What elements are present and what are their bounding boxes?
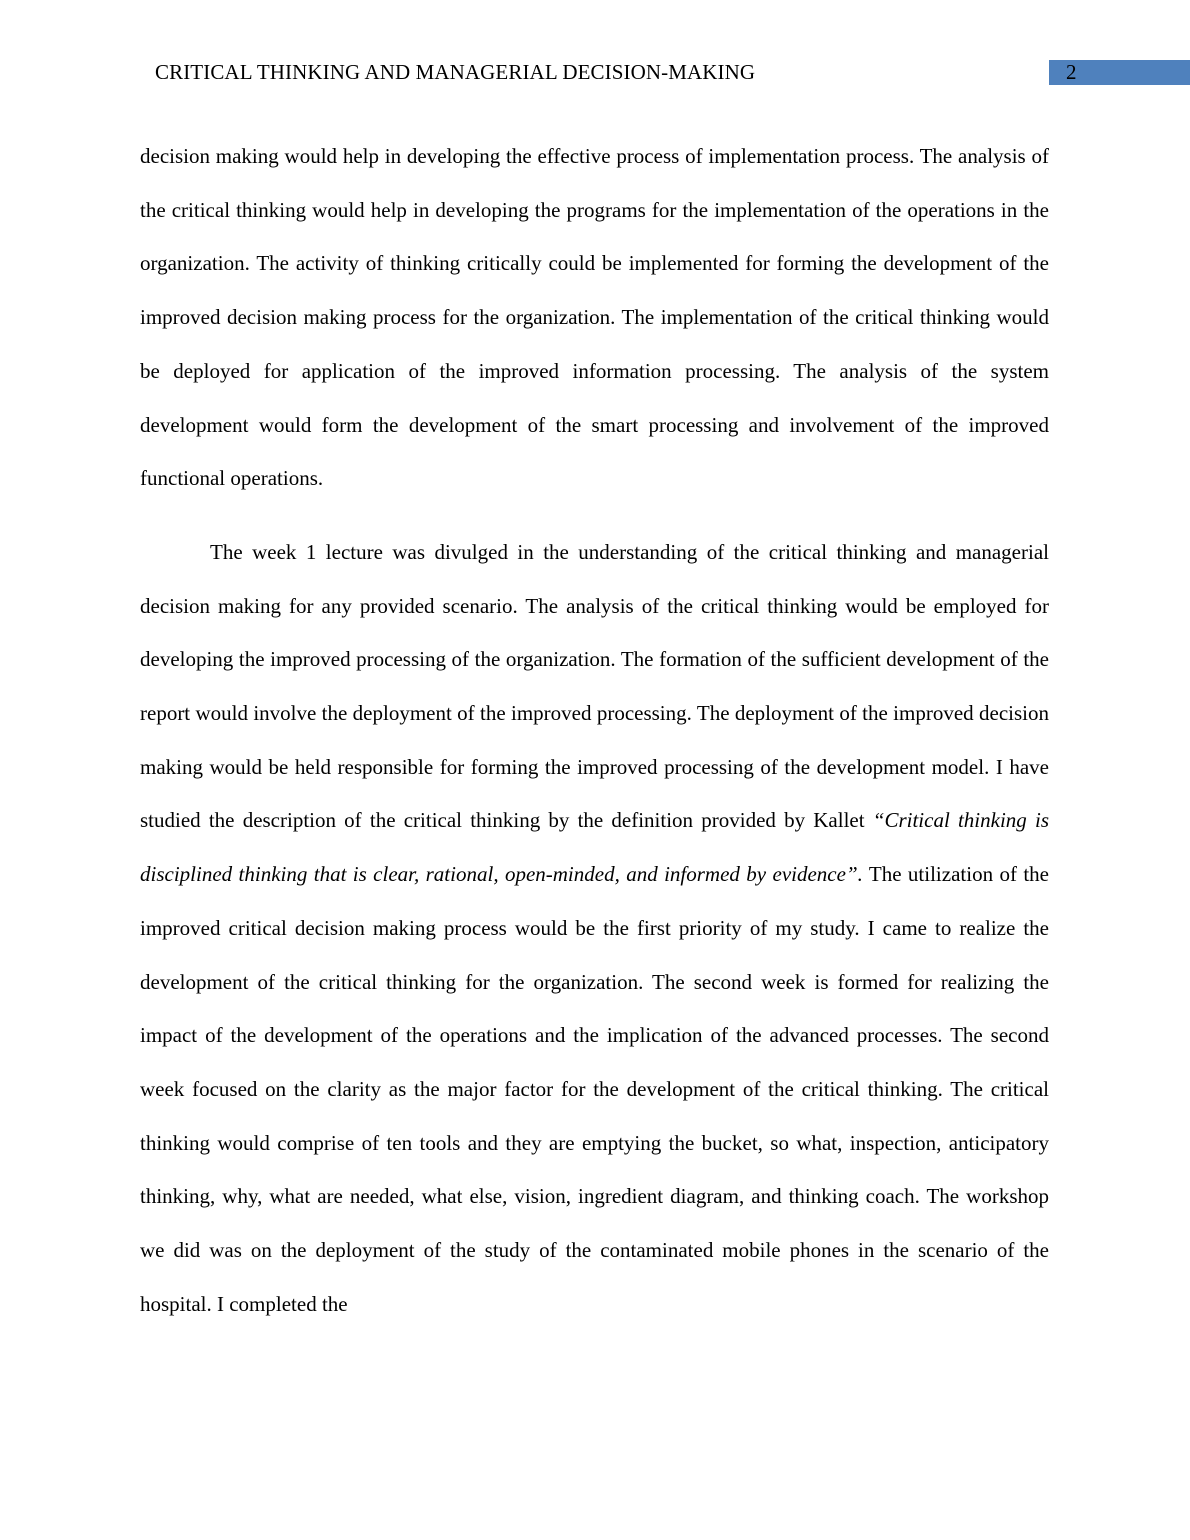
paragraph: decision making would help in developing the effective process of implementation process. The analysis of the critical thinking would help in developing the programs for the implementation of the operations in the organization. The activity of thinking critically could be implemented for forming the development of the improved decision making process for the organization. The implementation of the critical thinking would be deployed for application of the improved information processing. The analysis of the system development would form the development of the smart processing and involvement of the improved functional operations. [140,144,1049,491]
page-number-bar [1049,60,1190,85]
paragraph-text: The utilization of the improved critical decision making process would be the first priority of my study. I came to realize the development of the critical thinking for the organization. The second week is formed for realizing the impact of the development of the operations and the implication of the advanced processes. The second week focused on the clarity as the major factor for the development of the critical thinking. The critical thinking would comprise of ten tools and they are emptying the bucket, so what, inspection, anticipatory thinking, why, what are needed, what else, vision, ingredient diagram, and thinking coach. The workshop we did was on the deployment of the study of the contaminated mobile phones in the scenario of the hospital. I completed the [140,862,1049,1316]
paragraph [140,526,1049,1332]
page-number: 2 [1066,60,1077,84]
page-header [0,58,1190,86]
document-body [140,130,1049,1331]
paragraph-text: The week 1 lecture was divulged in the understanding of the critical thinking and managerial decision making for any provided scenario. The analysis of the critical thinking would be employed for developing the improved processing of the organization. The formation of the sufficient development of the report would involve the deployment of the improved processing. The deployment of the improved decision making would be held responsible for forming the improved processing of the development model. I have studied the description of the critical thinking by the definition provided by Kallet [140,539,1049,833]
running-head: CRITICAL THINKING AND MANAGERIAL DECISION-MAKING [155,60,756,84]
kallet-quote: “Critical thinking is disciplined thinking that is clear, rational, open-minded, and informed by evidence”. [140,808,1049,887]
